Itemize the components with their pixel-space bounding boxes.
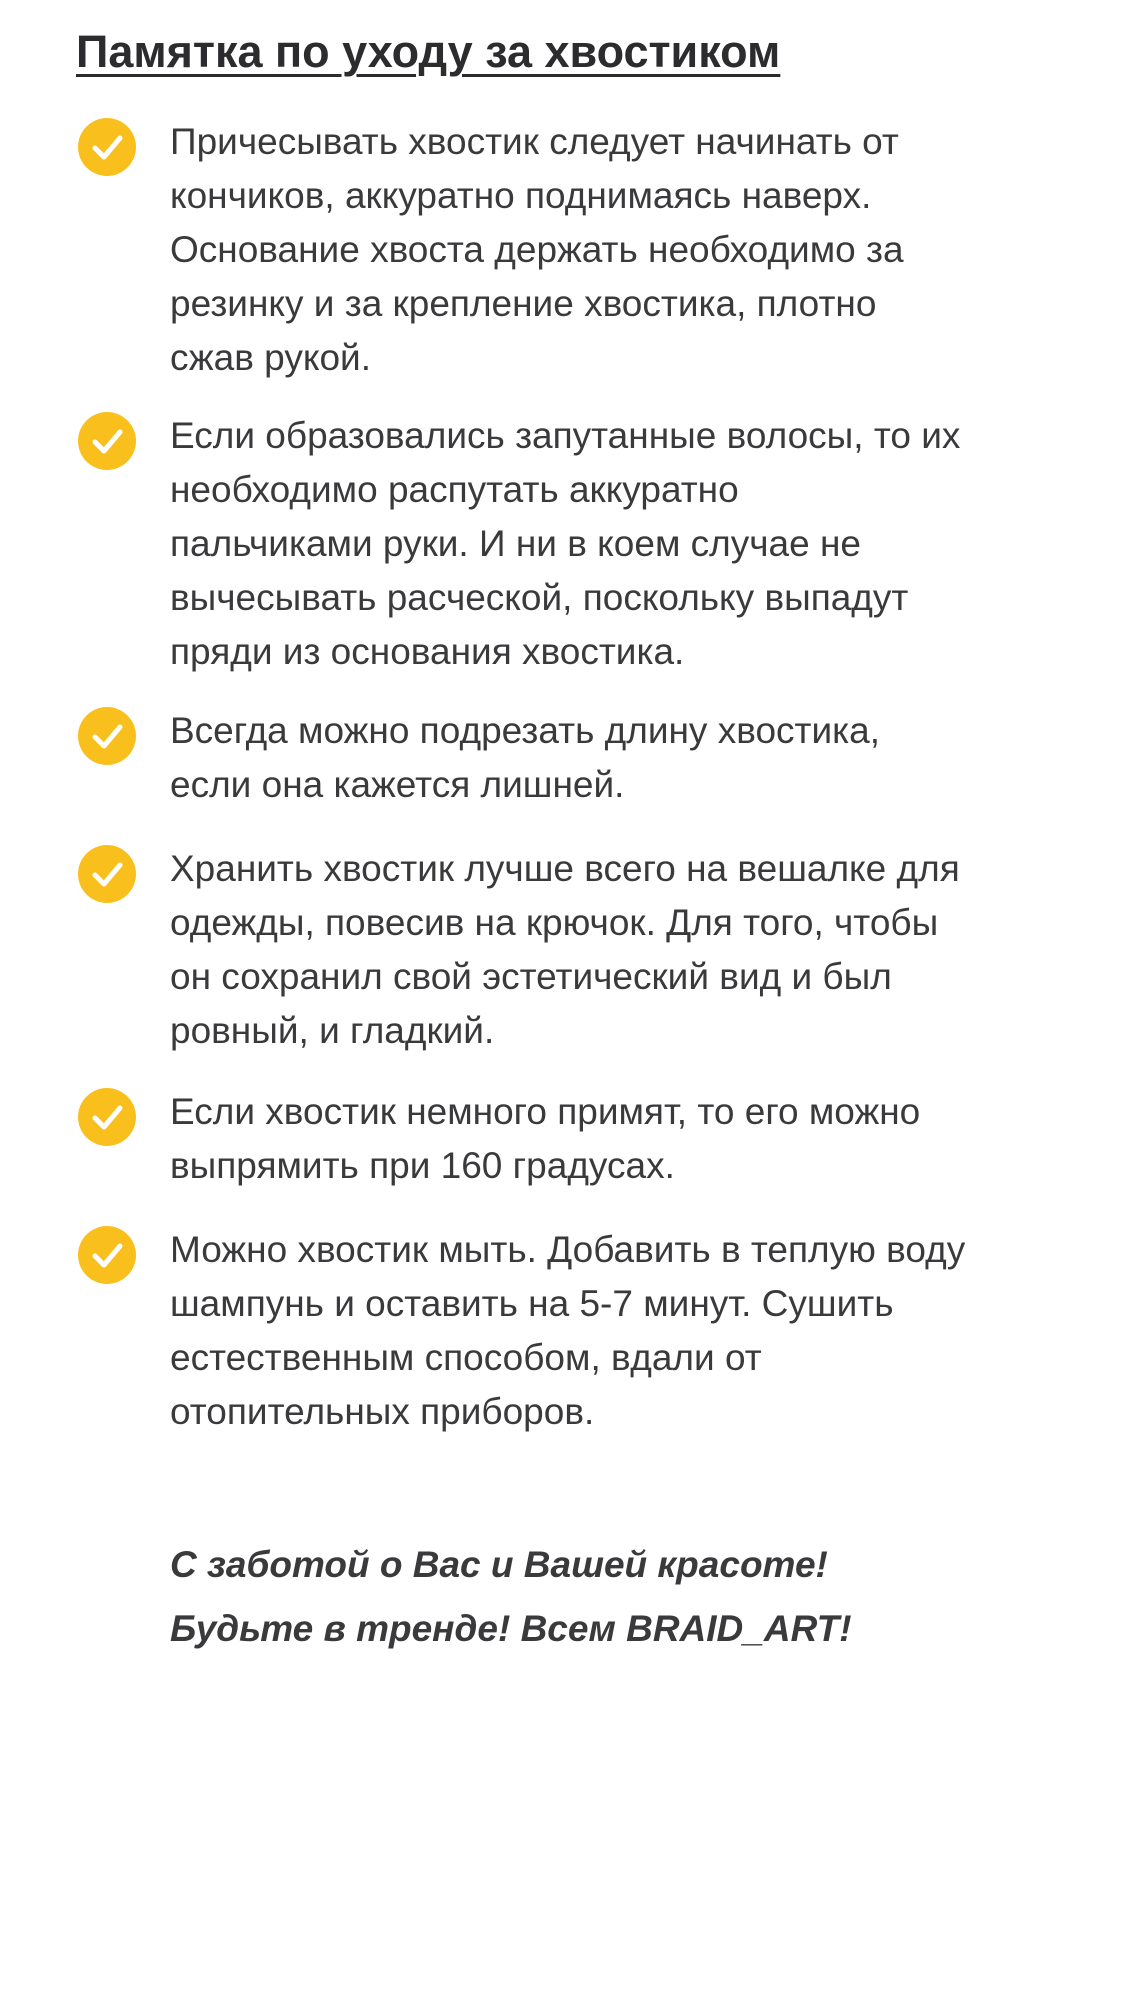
- checkmark-icon: [78, 412, 136, 470]
- tip-line: необходимо распутать аккуратно: [170, 469, 739, 510]
- tip-text: [170, 704, 1070, 812]
- tip-line: Причесывать хвостик следует начинать от: [170, 121, 899, 162]
- tip-line: естественным способом, вдали от: [170, 1337, 762, 1378]
- tip-line: он сохранил свой эстетический вид и был: [170, 956, 892, 997]
- tip-text: [170, 409, 1070, 679]
- tip-line: Основание хвоста держать необходимо за: [170, 229, 904, 270]
- closing-message: [170, 1533, 852, 1661]
- tip-line: сжав рукой.: [170, 337, 371, 378]
- tip-line: Если хвостик немного примят, то его можно: [170, 1091, 921, 1132]
- closing-line: С заботой о Вас и Вашей красоте!: [170, 1544, 828, 1585]
- page-title: Памятка по уходу за хвостиком: [76, 26, 781, 77]
- tip-line: ровный, и гладкий.: [170, 1010, 495, 1051]
- tip-line: резинку и за крепление хвостика, плотно: [170, 283, 877, 324]
- tip-line: Если образовались запутанные волосы, то их: [170, 415, 961, 456]
- tip-line: Можно хвостик мыть. Добавить в теплую воду: [170, 1229, 966, 1270]
- tip-line: одежды, повесив на крючок. Для того, чтобы: [170, 902, 939, 943]
- checkmark-icon: [78, 118, 136, 176]
- tip-line: Хранить хвостик лучше всего на вешалке для: [170, 848, 960, 889]
- tip-line: Всегда можно подрезать длину хвостика,: [170, 710, 880, 751]
- tip-text: [170, 1085, 1070, 1193]
- tip-line: вычесывать расческой, поскольку выпадут: [170, 577, 909, 618]
- tip-text: [170, 115, 1070, 385]
- tip-line: кончиков, аккуратно поднимаясь наверх.: [170, 175, 872, 216]
- tip-text: [170, 1223, 1070, 1439]
- checkmark-icon: [78, 1088, 136, 1146]
- closing-line: Будьте в тренде! Всем BRAID_ART!: [170, 1608, 852, 1649]
- tip-line: шампунь и оставить на 5-7 минут. Сушить: [170, 1283, 894, 1324]
- tip-line: отопительных приборов.: [170, 1391, 595, 1432]
- tip-line: выпрямить при 160 градусах.: [170, 1145, 675, 1186]
- tip-line: если она кажется лишней.: [170, 764, 625, 805]
- checkmark-icon: [78, 845, 136, 903]
- tip-line: пальчиками руки. И ни в коем случае не: [170, 523, 861, 564]
- checkmark-icon: [78, 707, 136, 765]
- checkmark-icon: [78, 1226, 136, 1284]
- tip-line: пряди из основания хвостика.: [170, 631, 685, 672]
- tip-text: [170, 842, 1070, 1058]
